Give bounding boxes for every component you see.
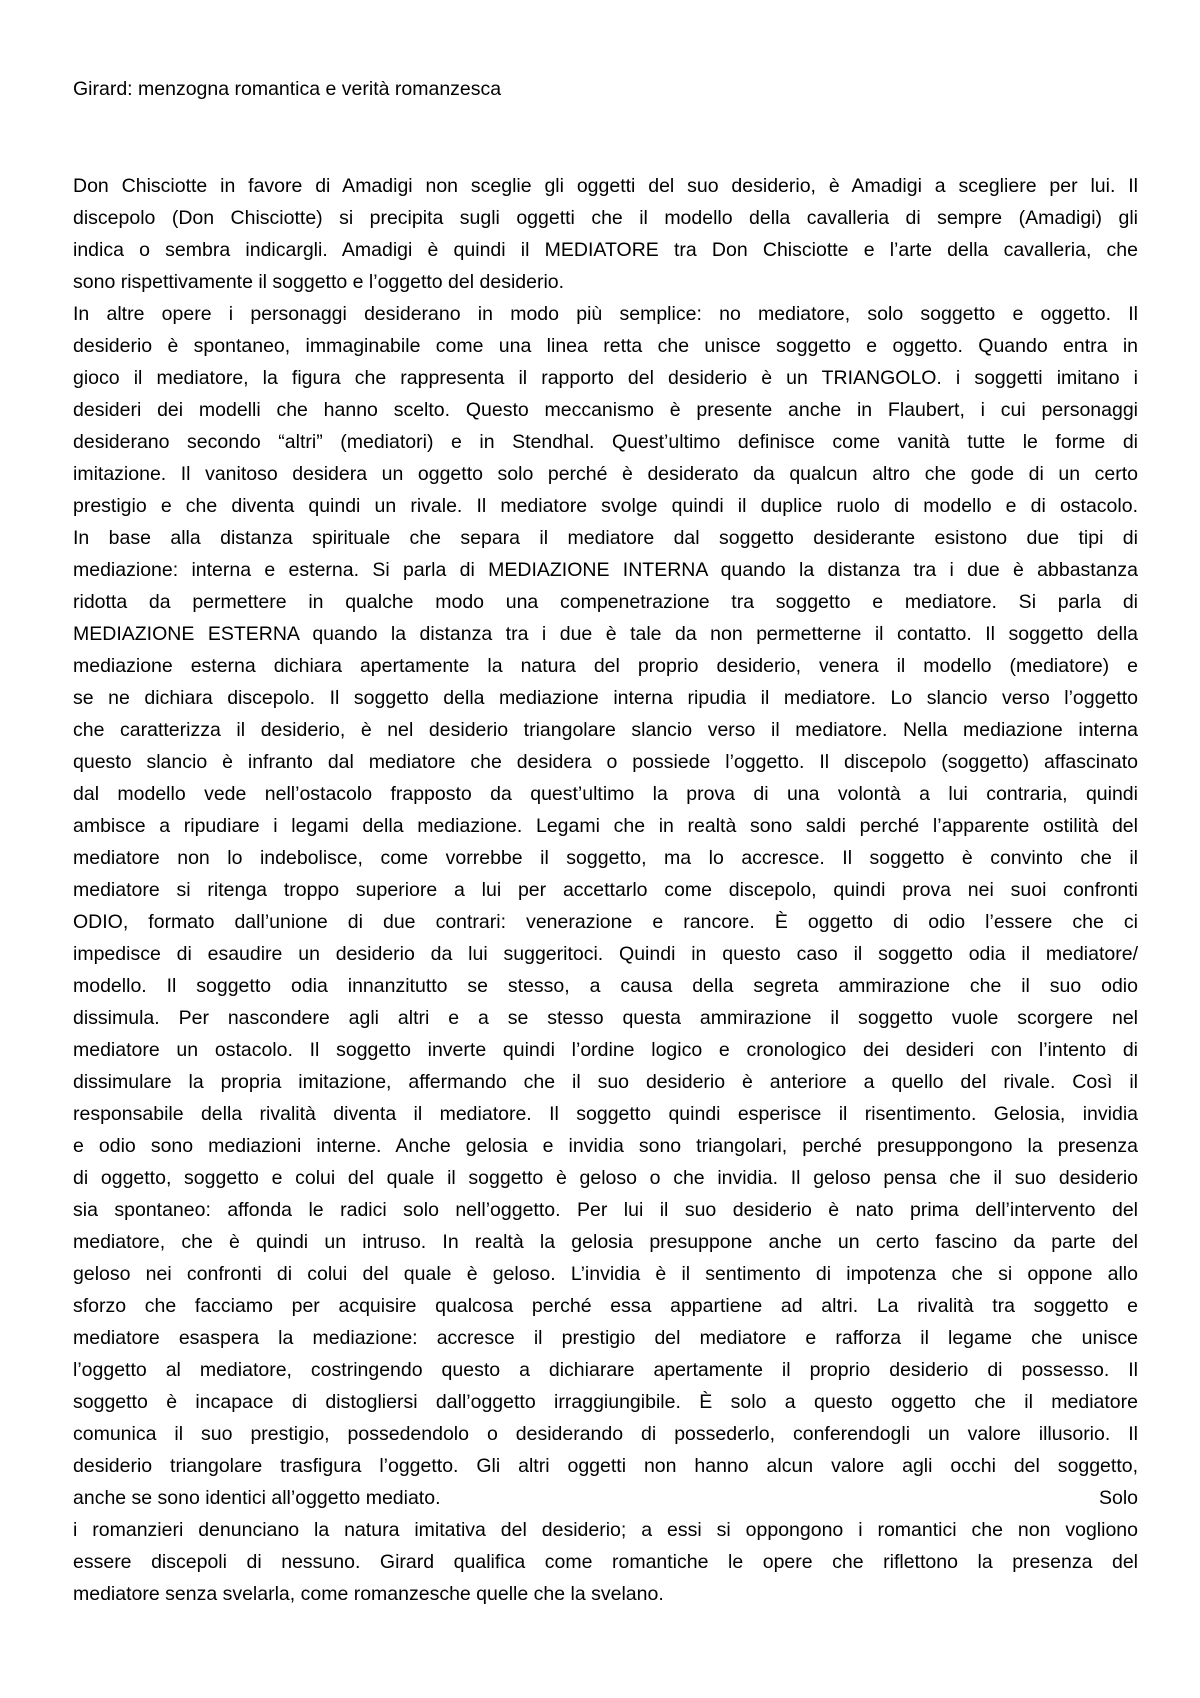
text-line: In altre opere i personaggi desiderano in modo più semplice: no mediatore, solo soggetto e oggetto. Il xyxy=(73,303,1138,325)
text-line: MEDIAZIONE ESTERNA quando la distanza tra i due è tale da non permetterne il contatto. Il soggetto della xyxy=(73,623,1138,645)
text-line: desiderio è spontaneo, immaginabile come una linea retta che unisce soggetto e oggetto. Quando entra in xyxy=(73,335,1138,357)
text-line: dal modello vede nell’ostacolo frapposto da quest’ultimo la prova di una volontà a lui contraria, quindi xyxy=(73,783,1138,805)
text-line: mediatore senza svelarla, come romanzesche quelle che la svelano. xyxy=(73,1583,664,1605)
text-line: di oggetto, soggetto e colui del quale il soggetto è geloso o che invidia. Il geloso pensa che il suo desiderio xyxy=(73,1167,1138,1189)
text-line: discepolo (Don Chisciotte) si precipita sugli oggetti che il modello della cavalleria di sempre (Amadigi) gli xyxy=(73,207,1138,229)
text-line: modello. Il soggetto odia innanzitutto se stesso, a causa della segreta ammirazione che il suo odio xyxy=(73,975,1138,997)
text-line: imitazione. Il vanitoso desidera un oggetto solo perché è desiderato da qualcun altro che gode di un certo xyxy=(73,463,1138,485)
text-line: desideri dei modelli che hanno scelto. Questo meccanismo è presente anche in Flaubert, i cui personaggi xyxy=(73,399,1138,421)
split-text-line xyxy=(73,1482,1138,1514)
text-line: mediatore non lo indebolisce, come vorrebbe il soggetto, ma lo accresce. Il soggetto è convinto che il xyxy=(73,847,1138,869)
text-line: sia spontaneo: affonda le radici solo nell’oggetto. Per lui il suo desiderio è nato prima dell’intervento del xyxy=(73,1199,1138,1221)
text-line: se ne dichiara discepolo. Il soggetto della mediazione interna ripudia il mediatore. Lo slancio verso l’oggetto xyxy=(73,687,1138,709)
text-line: ambisce a ripudiare i legami della mediazione. Legami che in realtà sono saldi perché l’apparente ostilità del xyxy=(73,815,1138,837)
split-line-left-text: anche se sono identici all’oggetto mediato. xyxy=(73,1487,441,1509)
text-line: ridotta da permettere in qualche modo una compenetrazione tra soggetto e mediatore. Si parla di xyxy=(73,591,1138,613)
split-line-right-text: Solo xyxy=(1098,1487,1138,1509)
text-line: l’oggetto al mediatore, costringendo questo a dichiarare apertamente il proprio desiderio di possesso. Il xyxy=(73,1359,1138,1381)
text-line: indica o sembra indicargli. Amadigi è quindi il MEDIATORE tra Don Chisciotte e l’arte della cavalleria, che xyxy=(73,239,1138,261)
text-line: desiderano secondo “altri” (mediatori) e in Stendhal. Quest’ultimo definisce come vanità tutte le forme di xyxy=(73,431,1138,453)
text-line: i romanzieri denunciano la natura imitativa del desiderio; a essi si oppongono i romantici che non vogliono xyxy=(73,1519,1138,1541)
text-line: gioco il mediatore, la figura che rappresenta il rapporto del desiderio è un TRIANGOLO. i soggetti imitano i xyxy=(73,367,1138,389)
text-line: ODIO, formato dall’unione di due contrari: venerazione e rancore. È oggetto di odio l’essere che ci xyxy=(73,911,1138,933)
text-line: prestigio e che diventa quindi un rivale. Il mediatore svolge quindi il duplice ruolo di modello e di ostacolo. xyxy=(73,495,1138,517)
text-line: essere discepoli di nessuno. Girard qualifica come romantiche le opere che riflettono la presenza del xyxy=(73,1551,1138,1573)
text-line: mediatore, che è quindi un intruso. In realtà la gelosia presuppone anche un certo fascino da parte del xyxy=(73,1231,1138,1253)
text-line: soggetto è incapace di distogliersi dall’oggetto irraggiungibile. È solo a questo oggetto che il mediatore xyxy=(73,1391,1138,1413)
text-line: questo slancio è infranto dal mediatore che desidera o possiede l’oggetto. Il discepolo (soggetto) affascinato xyxy=(73,751,1138,773)
document-title: Girard: menzogna romantica e verità romanzesca xyxy=(73,78,502,100)
text-line: In base alla distanza spirituale che separa il mediatore dal soggetto desiderante esistono due tipi di xyxy=(73,527,1138,549)
text-line: mediazione: interna e esterna. Si parla di MEDIAZIONE INTERNA quando la distanza tra i due è abbastanza xyxy=(73,559,1138,581)
text-line: mediatore si ritenga troppo superiore a lui per accettarlo come discepolo, quindi prova nei suoi confronti xyxy=(73,879,1138,901)
text-line: mediazione esterna dichiara apertamente la natura del proprio desiderio, venera il modello (mediatore) e xyxy=(73,655,1138,677)
text-line: dissimulare la propria imitazione, affermando che il suo desiderio è anteriore a quello del rivale. Così il xyxy=(73,1071,1138,1093)
text-line: impedisce di esaudire un desiderio da lui suggeritoci. Quindi in questo caso il soggetto odia il mediatore/ xyxy=(73,943,1138,965)
text-line: mediatore esaspera la mediazione: accresce il prestigio del mediatore e rafforza il legame che unisce xyxy=(73,1327,1138,1349)
text-line: responsabile della rivalità diventa il mediatore. Il soggetto quindi esperisce il risentimento. Gelosia, invidia xyxy=(73,1103,1138,1125)
document-body xyxy=(73,170,1138,1610)
text-line: mediatore un ostacolo. Il soggetto inverte quindi l’ordine logico e cronologico dei desideri con l’intento di xyxy=(73,1039,1138,1061)
text-line: comunica il suo prestigio, possedendolo o desiderando di possederlo, conferendogli un valore illusorio. Il xyxy=(73,1423,1138,1445)
text-line: e odio sono mediazioni interne. Anche gelosia e invidia sono triangolari, perché presuppongono la presenza xyxy=(73,1135,1138,1157)
text-line: desiderio triangolare trasfigura l’oggetto. Gli altri oggetti non hanno alcun valore agli occhi del soggetto, xyxy=(73,1455,1138,1477)
text-line: geloso nei confronti di colui del quale è geloso. L’invidia è il sentimento di impotenza che si oppone allo xyxy=(73,1263,1138,1285)
text-line: sono rispettivamente il soggetto e l’oggetto del desiderio. xyxy=(73,271,565,293)
text-line: sforzo che facciamo per acquisire qualcosa perché essa appartiene ad altri. La rivalità tra soggetto e xyxy=(73,1295,1138,1317)
text-line: dissimula. Per nascondere agli altri e a se stesso questa ammirazione il soggetto vuole scorgere nel xyxy=(73,1007,1138,1029)
text-line: Don Chisciotte in favore di Amadigi non sceglie gli oggetti del suo desiderio, è Amadigi a scegliere per lui. Il xyxy=(73,175,1138,197)
text-line: che caratterizza il desiderio, è nel desiderio triangolare slancio verso il mediatore. Nella mediazione interna xyxy=(73,719,1138,741)
